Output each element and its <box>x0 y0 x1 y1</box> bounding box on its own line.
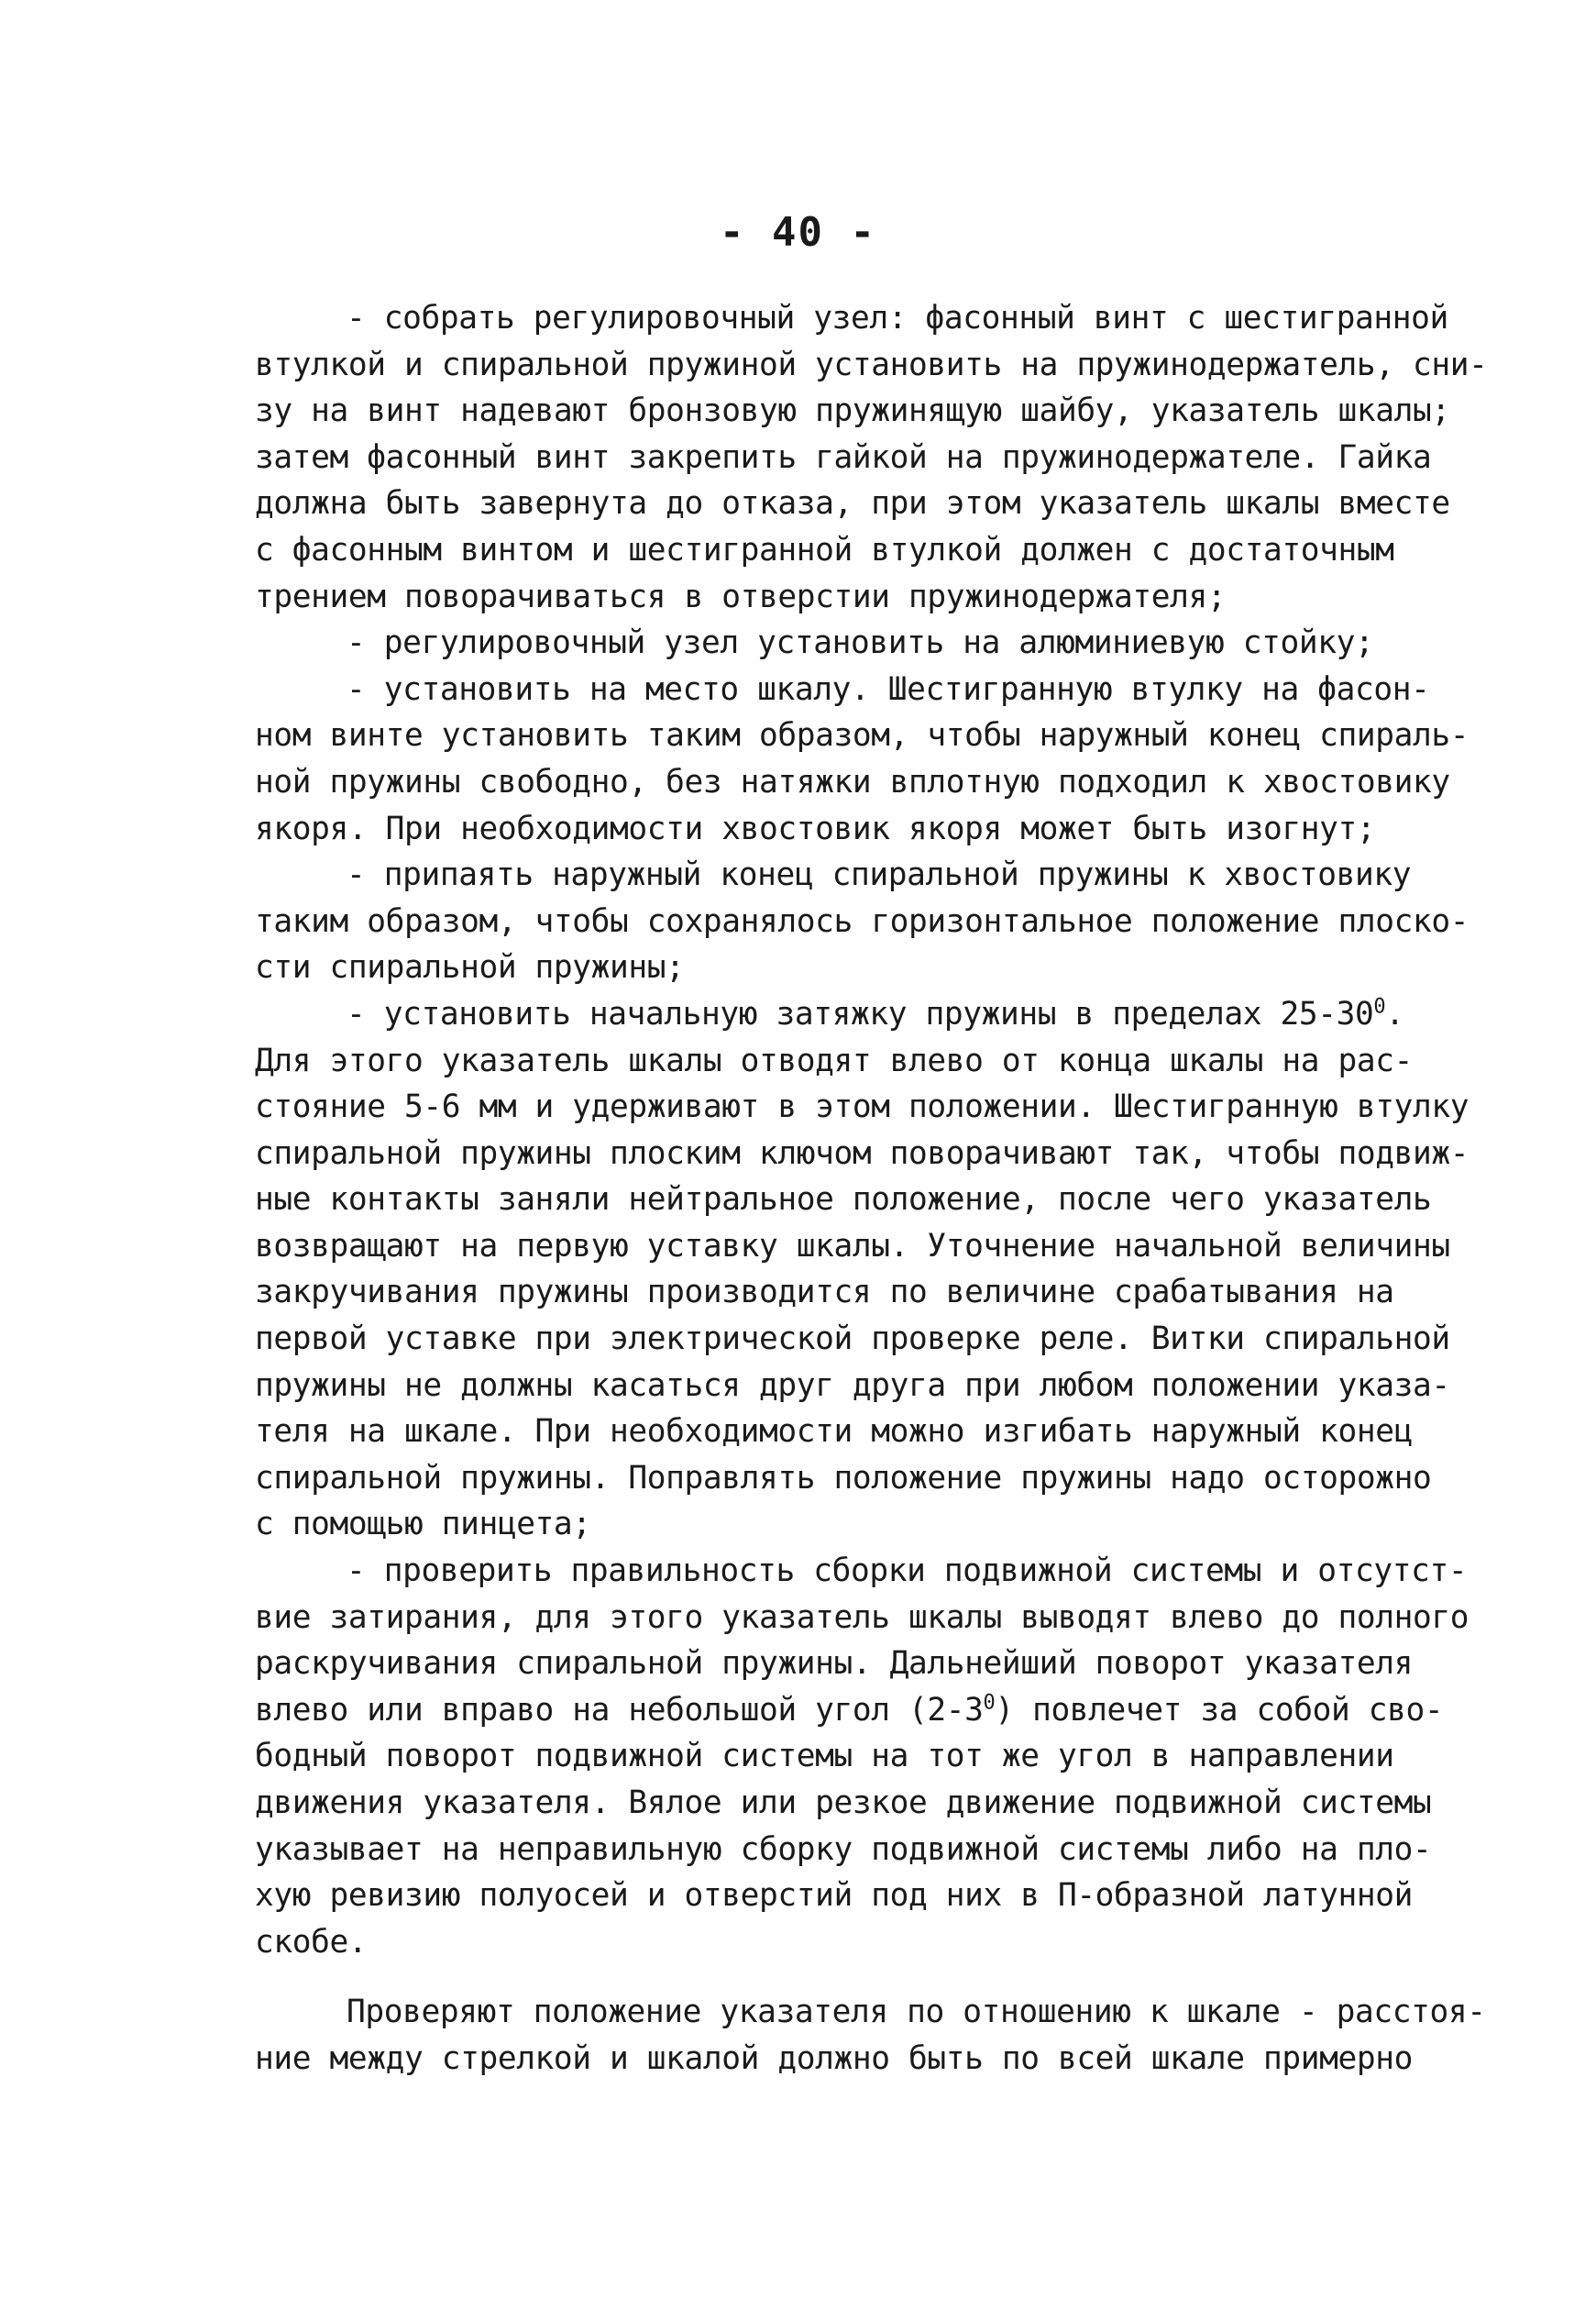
text-line-content: затем фасонный винт закрепить гайкой на пружинодержателе. Гайка <box>255 438 1432 476</box>
text-line-content: ной пружины свободно, без натяжки вплотную подходил к хвостовику <box>255 763 1450 801</box>
text-line <box>255 1780 1483 1827</box>
text-line-content: ные контакты заняли нейтральное положение, после чего указатель <box>255 1181 1432 1219</box>
text-line <box>255 1919 1483 1966</box>
text-line-content: пружины не должны касаться друг друга при любом положении указа- <box>255 1366 1450 1404</box>
text-line <box>255 1455 1483 1502</box>
text-line-content: сти спиральной пружины; <box>255 949 685 987</box>
text-line <box>255 1409 1483 1455</box>
text-line <box>255 852 1483 899</box>
text-line <box>255 899 1483 945</box>
text-line-continuation: . <box>1385 995 1404 1033</box>
text-line-content: - проверить правильность сборки подвижной системы и отсутст- <box>347 1552 1468 1590</box>
text-line <box>255 713 1483 759</box>
text-line-content: указывает на неправильную сборку подвижной системы либо на пло- <box>255 1830 1432 1868</box>
text-line-content: втулкой и спиральной пружиной установить на пружинодержатель, сни- <box>255 346 1488 383</box>
text-line <box>255 667 1483 713</box>
text-line <box>255 1084 1483 1131</box>
text-line <box>255 342 1488 389</box>
text-line-content: якоря. При необходимости хвостовик якоря может быть изогнут; <box>255 810 1376 847</box>
text-line-content: таким образом, чтобы сохранялось горизонтальное положение плоско- <box>255 902 1469 940</box>
text-line <box>255 1363 1483 1409</box>
text-line-content: вие затирания, для этого указатель шкалы выводят влево до полного <box>255 1598 1469 1636</box>
text-line <box>255 295 1483 342</box>
text-line-content: хую ревизию полуосей и отверстий под них в П-образной латунной <box>255 1877 1413 1915</box>
text-line <box>255 991 1483 1038</box>
text-line <box>255 806 1483 853</box>
text-line <box>255 527 1483 574</box>
text-line <box>255 1989 1486 2036</box>
text-line <box>255 1177 1483 1223</box>
text-line <box>255 1269 1483 1316</box>
text-line <box>255 620 1483 667</box>
text-line-content: первой уставке при электрической проверке реле. Витки спиральной <box>255 1320 1450 1358</box>
text-line-content: - установить на место шкалу. Шестигранную втулку на фасон- <box>347 670 1430 708</box>
text-line-content: трением поворачиваться в отверстии пружинодержателя; <box>255 578 1227 615</box>
text-line <box>255 1595 1483 1641</box>
text-line-content: стояние 5-6 мм и удерживают в этом положении. Шестигранную втулку <box>255 1088 1469 1126</box>
text-line <box>255 388 1483 435</box>
text-line-content: теля на шкале. При необходимости можно изгибать наружный конец <box>255 1413 1413 1451</box>
text-line <box>255 1548 1483 1595</box>
text-line <box>255 1131 1483 1177</box>
text-line <box>255 1223 1483 1270</box>
text-line <box>255 574 1483 621</box>
text-line <box>255 1641 1483 1687</box>
text-line-content: спиральной пружины плоским ключом поворачивают так, чтобы подвиж- <box>255 1134 1469 1172</box>
degree-superscript: 0 <box>983 1691 996 1715</box>
text-line-content: должна быть завернута до отказа, при этом указатель шкалы вместе <box>255 485 1450 523</box>
text-line <box>255 481 1483 527</box>
body-text <box>255 295 1488 2083</box>
text-line-content: скобе. <box>255 1923 368 1961</box>
text-line-content: - регулировочный узел установить на алюминиевую стойку; <box>347 624 1374 662</box>
text-line-content: - установить начальную затяжку пружины в пределах 25-30 <box>347 995 1374 1033</box>
text-line <box>255 759 1483 806</box>
text-line-content: с фасонным винтом и шестигранной втулкой должен с достаточным <box>255 531 1394 569</box>
text-line-content: Для этого указатель шкалы отводят влево от конца шкалы на рас- <box>255 1042 1413 1079</box>
text-line-content: ние между стрелкой и шкалой должно быть по всей шкале примерно <box>255 2039 1413 2077</box>
text-line <box>255 1316 1483 1363</box>
text-line-continuation: ) повлечет за собой сво- <box>995 1691 1444 1729</box>
text-line <box>255 945 1483 991</box>
text-line-content: влево или вправо на небольшой угол (2-3 <box>255 1691 984 1729</box>
text-line-content: возвращают на первую уставку шкалы. Уточнение начальной величины <box>255 1227 1450 1265</box>
text-line <box>255 1873 1483 1919</box>
page-number: - 40 - <box>720 209 876 256</box>
text-line-content: бодный поворот подвижной системы на тот же угол в направлении <box>255 1738 1394 1775</box>
text-line-content: с помощью пинцета; <box>255 1506 591 1543</box>
degree-superscript: 0 <box>1373 995 1386 1019</box>
text-line <box>255 2036 1483 2083</box>
text-line-content: раскручивания спиральной пружины. Дальнейший поворот указателя <box>255 1645 1413 1683</box>
text-line-content: Проверяют положение указателя по отношению к шкале - расстоя- <box>347 1994 1486 2031</box>
text-line <box>255 435 1483 481</box>
text-line <box>255 1687 1483 1734</box>
text-line <box>255 1501 1483 1548</box>
text-line-content: зу на винт надевают бронзовую пружинящую шайбу, указатель шкалы; <box>255 392 1450 430</box>
text-line-content: - собрать регулировочный узел: фасонный винт с шестигранной <box>347 300 1448 337</box>
text-line-content: ном винте установить таким образом, чтобы наружный конец спираль- <box>255 717 1469 755</box>
text-line-content: закручивания пружины производится по величине срабатывания на <box>255 1274 1394 1311</box>
text-line-content: - припаять наружный конец спиральной пружины к хвостовику <box>347 856 1412 894</box>
text-line <box>255 1827 1483 1873</box>
text-line-content: движения указателя. Вялое или резкое движение подвижной системы <box>255 1784 1432 1821</box>
text-line <box>255 1733 1483 1780</box>
text-line-content: спиральной пружины. Поправлять положение пружины надо осторожно <box>255 1459 1432 1497</box>
text-line <box>255 1038 1483 1085</box>
